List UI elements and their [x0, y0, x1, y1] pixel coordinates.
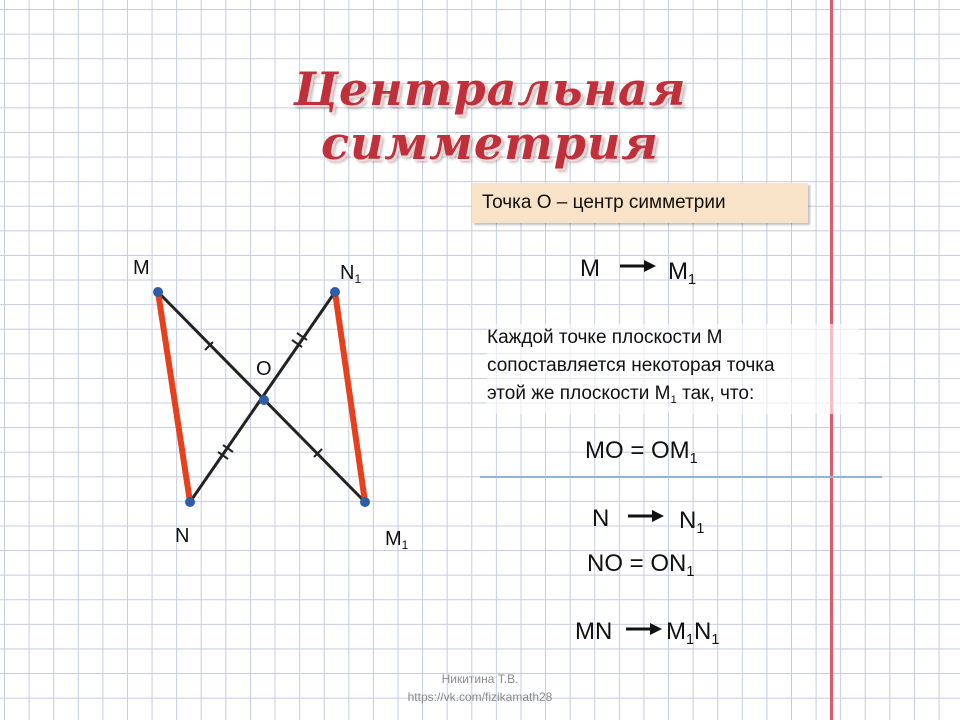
label-n: N [175, 525, 190, 547]
mapping3-from: MN [575, 618, 613, 645]
mapping3-to: $M_1N_1$ [666, 618, 720, 649]
footer-author: Никитина Т.В. [441, 672, 519, 686]
label-o: O [256, 358, 272, 380]
arrow-right-icon [628, 508, 664, 524]
point-m1 [360, 497, 370, 507]
label-m: M [133, 257, 150, 279]
page-title: Центральная симметрия [293, 62, 687, 170]
label-m1: $M_1$ [385, 528, 409, 553]
arrow-right-icon [620, 258, 656, 274]
footer-link: https://vk.com/fizikamath28 [407, 690, 553, 704]
segment-mn [158, 292, 190, 502]
definition-callout: Точка О – центр симметрии [472, 183, 808, 223]
mapping2-to: $N_1$ [679, 507, 705, 538]
point-n [185, 497, 195, 507]
divider-line [480, 476, 882, 478]
arrow-right-icon [626, 621, 662, 637]
point-n1 [330, 287, 340, 297]
definition-paragraph [487, 324, 859, 414]
point-m [153, 287, 163, 297]
mapping2-from: N [592, 505, 610, 532]
label-n1: $N_1$ [340, 262, 362, 287]
paragraph-line-3: этой же плоскости $М_1$ так, что: [487, 383, 755, 406]
paragraph-line-1: Каждой точке плоскости М [487, 327, 723, 348]
point-o [259, 395, 269, 405]
paragraph-line-2: сопоставляется некоторая точка [487, 355, 775, 376]
equation-mo-om1: MO = $OM_1$ [585, 437, 698, 468]
mapping1-to: $M_1$ [668, 258, 697, 289]
mapping1-from: M [580, 255, 600, 282]
equation-no-on1: NO = $ON_1$ [587, 550, 695, 581]
segment-n1m1 [335, 292, 365, 502]
